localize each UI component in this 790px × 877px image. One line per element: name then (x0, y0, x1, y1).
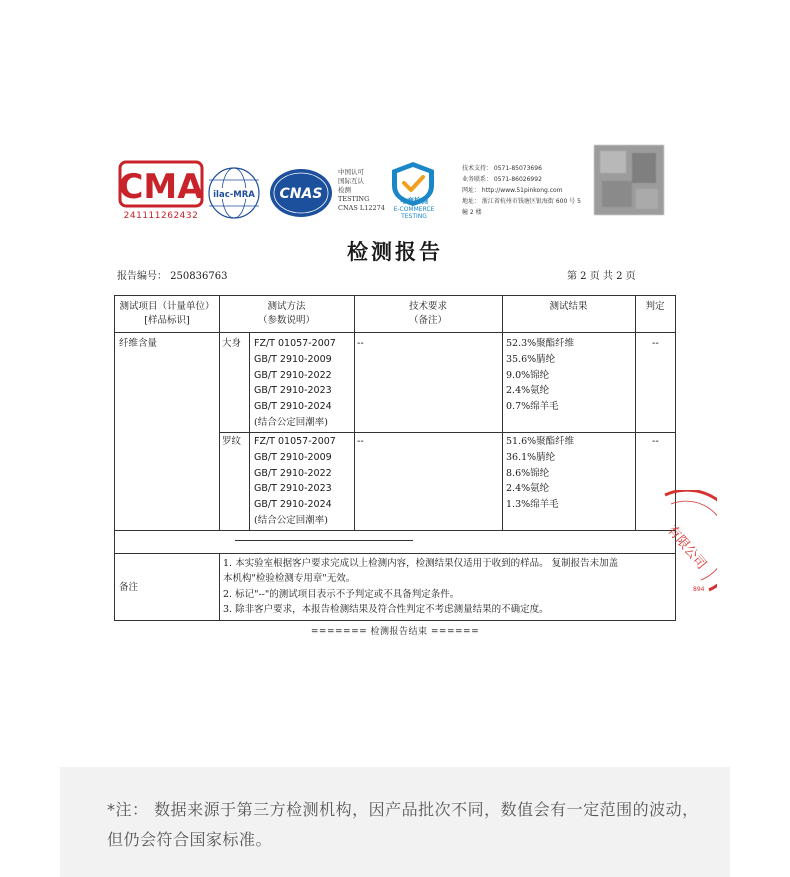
method-standard: GB/T 2910-2022 (254, 467, 332, 479)
method-standard: GB/T 2910-2024 (254, 401, 332, 413)
result-value: 36.1%腈纶 (506, 451, 556, 463)
result-value: 0.7%绵羊毛 (506, 401, 559, 413)
method-standard: GB/T 2910-2023 (254, 483, 332, 495)
results-table (114, 295, 676, 621)
report-number: 报告编号： 250836763 (117, 271, 228, 282)
header-requirement-line1: 技术要求 (408, 301, 447, 312)
result-value: 51.6%聚酯纤维 (506, 436, 575, 447)
note-item: 3. 除非客户要求，本报告检测结果及符合性判定不考虑测量结果的不确定度。 (223, 604, 549, 615)
method-standard: GB/T 2910-2022 (254, 369, 332, 381)
cma-logo-text: CMA (118, 167, 204, 207)
result-value: 2.4%氨纶 (506, 385, 550, 397)
result-value: 52.3%聚酯纤维 (506, 338, 575, 349)
result-value: 35.6%腈纶 (506, 353, 556, 365)
header-test-item-line1: 测试项目（计量单位） (119, 301, 215, 312)
ecommerce-testing-cn: 电商检测 (400, 197, 428, 205)
ecommerce-testing-label (381, 196, 447, 220)
ecommerce-testing-en: E-COMMERCE TESTING (393, 206, 435, 220)
contact-info (462, 163, 592, 218)
cnas-text-line: CNAS L12274 (338, 204, 385, 212)
result-value: 8.6%锦纶 (506, 467, 550, 479)
judgement-value: -- (652, 338, 659, 349)
cnas-text-line: 中国认可 (338, 168, 364, 176)
cnas-text-line: 国际互认 (338, 177, 364, 185)
method-standard: GB/T 2910-2023 (254, 385, 332, 397)
header-judgement: 判定 (645, 301, 665, 312)
result-list (506, 336, 574, 415)
requirement-value: -- (357, 436, 364, 447)
header-test-item (115, 300, 219, 328)
result-value: 9.0%锦纶 (506, 369, 550, 381)
cnas-label: CNAS (279, 186, 323, 202)
contact-support: 技术支持： 0571-85073696 (462, 165, 542, 172)
result-list (506, 434, 574, 513)
note-item: 1. 本实验室根据客户要求完成以上检测内容，检测结果仅适用于收到的样品。 复制报告未加盖 (223, 558, 619, 569)
cma-mark-icon (118, 160, 204, 208)
contact-address-cont: 幢 2 楼 (462, 209, 482, 216)
cnas-accreditation-text (338, 168, 386, 213)
header-test-item-line2: [样品标识] (144, 315, 190, 326)
method-standard: GB/T 2910-2009 (254, 353, 332, 365)
header-test-method-line1: 测试方法 (267, 301, 306, 312)
header-requirement-line2: （备注） (408, 315, 447, 326)
method-standard: FZ/T 01057-2007 (254, 436, 336, 447)
ilac-label: ilac-MRA (213, 190, 255, 200)
notes-label: 备注 (119, 582, 139, 593)
note-item: 本机构"检验检测专用章"无效。 (223, 573, 356, 584)
item-fiber-content: 纤维含量 (119, 338, 158, 349)
disclaimer-text: *注： 数据来源于第三方检测机构，因产品批次不同，数值会有一定范围的波动，但仍会符合国家标准。 (107, 800, 699, 849)
ilac-mra-logo (207, 166, 261, 220)
method-standard: FZ/T 01057-2007 (254, 338, 336, 349)
official-seal (637, 490, 717, 600)
seal-text: 有限公司 (663, 522, 709, 573)
contact-business: 业务联系： 0571-86026992 (462, 176, 542, 183)
result-value: 2.4%氨纶 (506, 483, 550, 495)
contact-address: 地址： 浙江省杭州市钱塘区银海街 600 号 5 (462, 198, 581, 205)
cma-number: 241111262432 (123, 211, 199, 221)
header-requirement (354, 300, 502, 328)
cnas-logo (268, 166, 334, 220)
requirement-value: -- (357, 338, 364, 349)
cma-logo (118, 160, 204, 222)
cnas-mark-icon (268, 166, 334, 220)
seal-number: 894 (693, 586, 705, 593)
part-label: 大身 (222, 338, 242, 349)
contact-website: 网址： http://www.51pinkong.com (462, 187, 563, 194)
result-value: 1.3%绵羊毛 (506, 499, 559, 511)
header-test-method (219, 300, 354, 328)
header-result: 测试结果 (549, 301, 588, 312)
ilac-globe-icon (207, 166, 261, 220)
cnas-text-line: 检测 (338, 186, 351, 194)
part-label: 罗纹 (222, 436, 242, 447)
report-end-mark: ======= 检测报告结束 ====== (310, 627, 480, 637)
method-note: (结合公定回潮率) (254, 514, 328, 526)
seal-stamp-icon (637, 490, 717, 600)
note-item: 2. 标记"--"的测试项目表示不予判定或不具备判定条件。 (223, 589, 460, 600)
cnas-text-line: TESTING (338, 195, 370, 203)
page-indicator: 第 2 页 共 2 页 (567, 271, 636, 282)
method-standard: GB/T 2910-2009 (254, 451, 332, 463)
method-list (254, 434, 336, 529)
report-title: 检测报告 (347, 239, 443, 264)
blurred-qr-code (594, 145, 664, 215)
disclaimer-box (60, 767, 730, 877)
header-test-method-line2: （参数说明） (257, 315, 315, 326)
method-note: (结合公定回潮率) (254, 416, 328, 428)
judgement-value: -- (652, 436, 659, 447)
method-standard: GB/T 2910-2024 (254, 499, 332, 511)
method-list (254, 336, 336, 431)
